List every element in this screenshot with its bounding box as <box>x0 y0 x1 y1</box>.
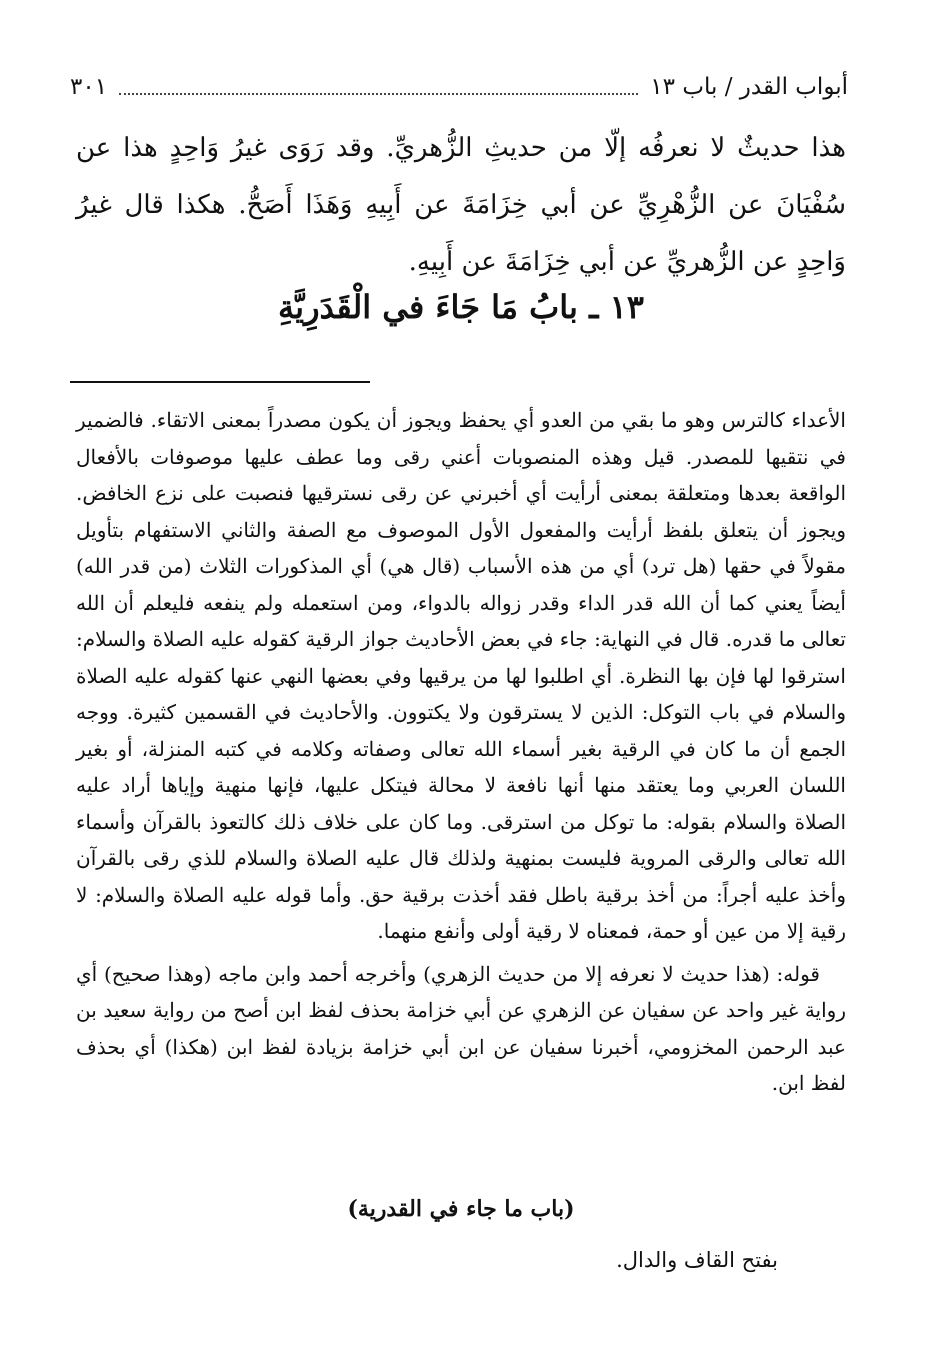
page-number: ٣٠١ <box>70 74 108 100</box>
commentary-paragraph: الأعداء كالترس وهو ما بقي من العدو أي يحفظ ويجوز أن يكون مصدراً بمعنى الاتقاء. فالضمير في نتقيها للمصدر. قيل وهذه المنصوبات أعني رقى وما عطف عليها موصوفات بالأفعال الواقعة بعدها ومتعلقة بمعنى أرأيت أي أخبرني عن رقى نسترقيها فنصبت على نزع الخافض. ويجوز أن يتعلق بلفظ أرأيت والمفعول الأول الموصوف مع الصفة والثاني الاستفهام بتأويل مقولاً في حقها (هل ترد) أي من هذه الأسباب (قال هي) أي المذكورات الثلاث (من قدر الله) أيضاً يعني كما أن الله قدر الداء وقدر زواله بالدواء، ومن استعمله ولم ينفعه فليعلم أن الله تعالى ما قدره. قال في النهاية: جاء في بعض الأحاديث جواز الرقية كقوله عليه الصلاة والسلام: استرقوا لها فإن بها النظرة. أي اطلبوا لها من يرقيها وفي بعضها النهي عنها كقوله عليه الصلاة والسلام في باب التوكل: الذين لا يسترقون ولا يكتوون. والأحاديث في القسمين كثيرة. ووجه الجمع أن ما كان في الرقية بغير أسماء الله تعالى وصفاته وكلامه في كتبه المنزلة، أو بغير اللسان العربي وما يعتقد منها أنها نافعة لا محالة فيتكل عليها، فإنها منهية وإياها أراد عليه الصلاة والسلام بقوله: ما توكل من استرقى. وما كان على خلاف ذلك كالتعوذ بالقرآن وأسماء الله تعالى والرقى المروية فليست بمنهية ولذلك قال عليه الصلاة والسلام للذي رقى بالقرآن وأخذ عليه أجراً: من أخذ برقية باطل فقد أخذت برقية حق. وأما قوله عليه الصلاة والسلام: لا رقية إلا من عين أو حمة، فمعناه لا رقية أولى وأنفع منهما. <box>76 408 846 943</box>
commentary-last-line: بفتح القاف والدال. <box>616 1248 778 1272</box>
running-title: أبواب القدر / باب ١٣ <box>650 74 848 100</box>
header-dotted-leader <box>119 79 638 95</box>
page-header <box>70 70 848 104</box>
commentary-paragraph: قوله: (هذا حديث لا نعرفه إلا من حديث الزهري) وأخرجه أحمد وابن ماجه (وهذا صحيح) أي رواية غير واحد عن سفيان عن الزهري عن أبي خزامة بحذف لفظ ابن أصح من رواية سعيد بن عبد الرحمن المخزومي، أخبرنا سفيان عن ابن أبي خزامة بزيادة لفظ ابن (هكذا) أي بحذف لفظ ابن. <box>76 961 846 1095</box>
chapter-title: ١٣ ـ بابُ مَا جَاءَ في الْقَدَرِيَّةِ <box>278 288 644 326</box>
commentary-subtitle: (باب ما جاء في القدرية) <box>347 1196 575 1222</box>
footnote-divider <box>70 381 370 383</box>
commentary-section <box>76 402 846 1102</box>
hadith-text <box>76 120 846 291</box>
hadith-paragraph: هذا حديثٌ لا نعرفُه إلّا من حديثِ الزُّهريِّ. وقد رَوَى غيرُ وَاحِدٍ هذا عن سُفْيَانَ عن الزُّهْرِيِّ عن أبي خِزَامَةَ عن أَبِيهِ وَهَذَا أَصَحُّ. هكذا قال غيرُ وَاحِدٍ عن الزُّهريِّ عن أبي خِزَامَةَ عن أَبِيهِ. <box>76 133 846 277</box>
